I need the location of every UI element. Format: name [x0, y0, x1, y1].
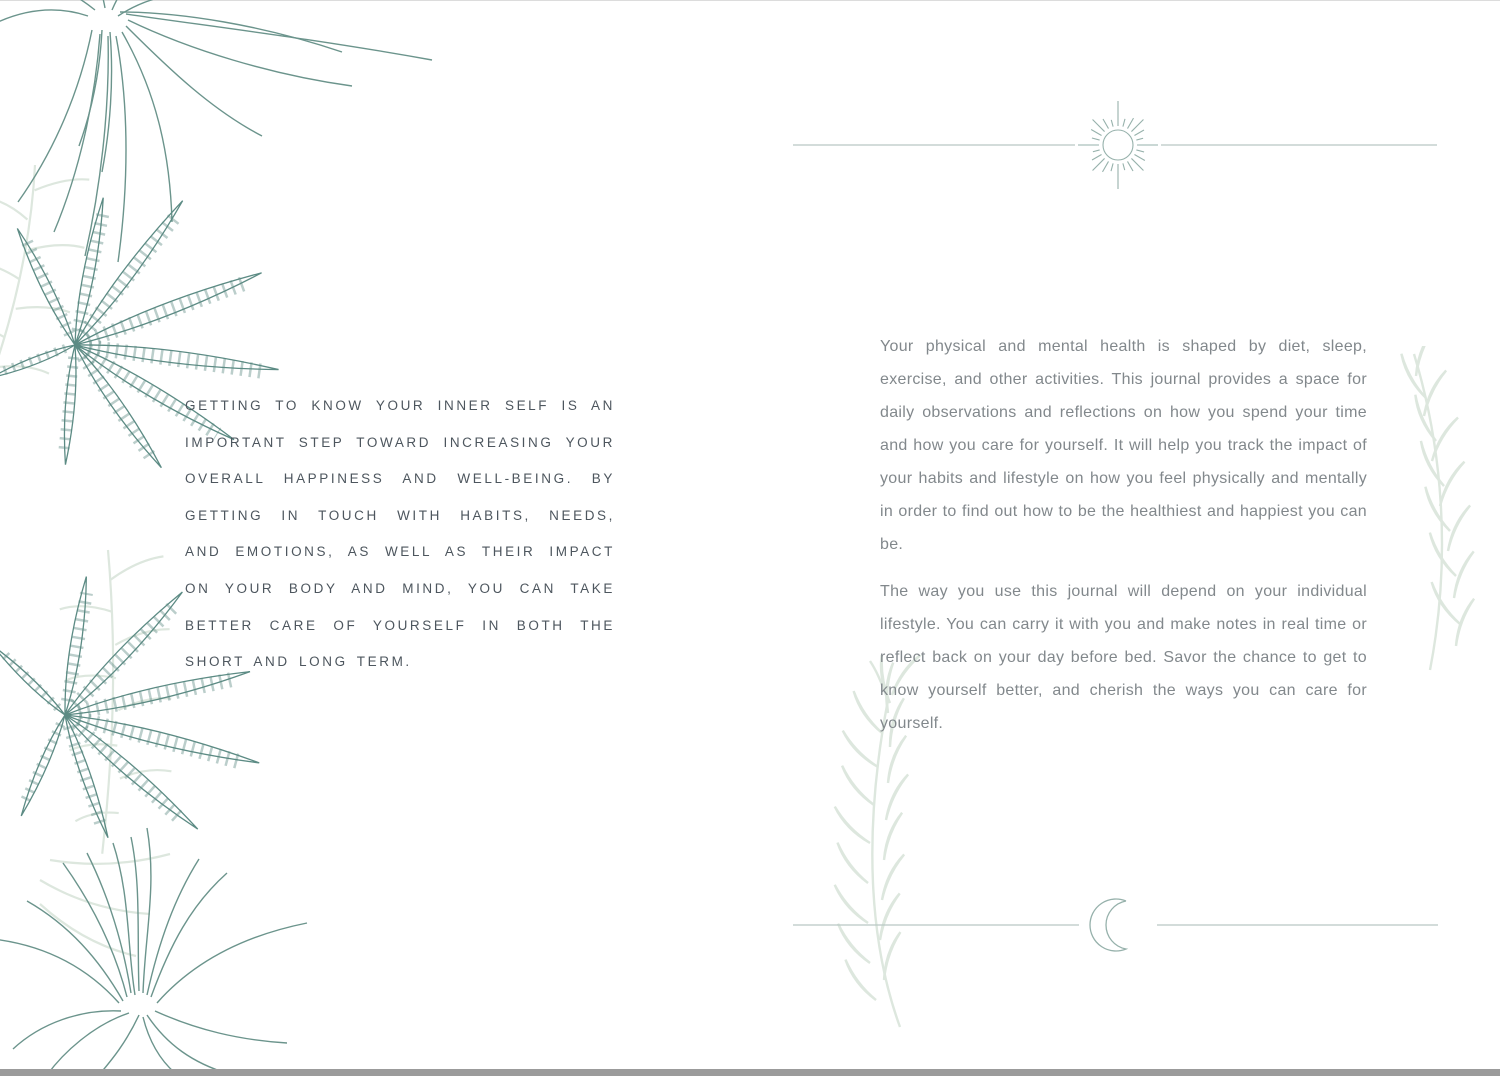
faint-sprig-illustration: [0, 157, 203, 956]
left-page-intro-text: GETTING TO KNOW YOUR INNER SELF IS AN IMPORTANT STEP TOWARD INCREASING YOUR OVERALL HAPPINESS AND WELL-BEING. BY GETTING IN TOUCH WITH HABITS, NEEDS, AND EMOTIONS, AS WELL AS THEIR IMPACT ON YOUR BODY AND MIND, YOU CAN TAKE BETTER CARE OF YOURSELF IN BOTH THE SHORT AND LONG TERM.: [185, 398, 615, 670]
bottom-divider: [793, 880, 1443, 980]
crescent-moon-icon: [1090, 899, 1126, 951]
rosemary-sprig-right-illustration: [1356, 346, 1500, 676]
page-bottom-edge: [0, 1069, 1500, 1076]
right-page-paragraph: The way you use this journal will depend on your individual lifestyle. You can carry it with you and make notes in real time or reflect back on your day before bed. Savor the chance to get to know yourself better, and cherish the ways you can care for yourself.: [880, 583, 1367, 732]
right-page-body: [880, 330, 1367, 740]
sunburst-icon: [1078, 101, 1158, 189]
air-plant-illustration: [0, 0, 432, 262]
right-page-paragraph: Your physical and mental health is shaped by diet, sleep, exercise, and other activities. This journal provides a space for daily observations and reflections on how you spend your time and how you care for yourself. It will help you track the impact of your habits and lifestyle on how you feel physically and mentally in order to find out how to be the healthiest and happiest you can be.: [880, 338, 1367, 553]
top-divider: [793, 92, 1443, 202]
grass-plant-illustration: [0, 828, 307, 1075]
